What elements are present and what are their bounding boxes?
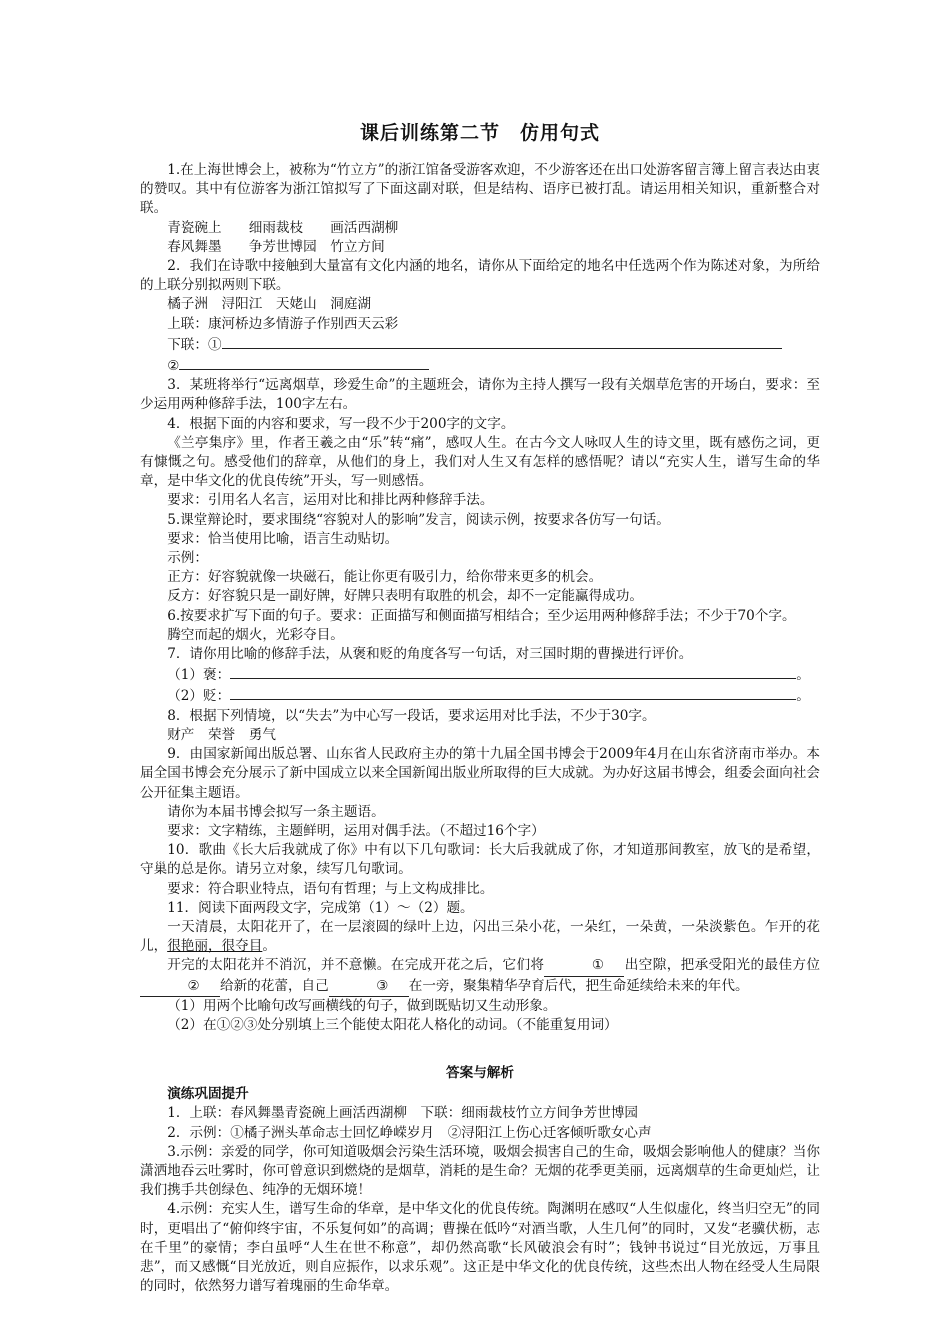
question-6: 6.按要求扩写下面的句子。要求：正面描写和侧面描写相结合；至少运用两种修辞手法；不少于70个字。 [167, 607, 796, 624]
answer-blank-2[interactable] [179, 355, 429, 370]
question-6-sentence: 腾空而起的烟火，光彩夺目。 [167, 626, 344, 643]
answer-3: 3.示例：亲爱的同学，你可知道吸烟会污染生活环境，吸烟会损害自己的生命，吸烟会影响他人的健康？当你潇洒地吞云吐雾时，你可曾意识到燃烧的是烟草，消耗的是生命？无烟的花季更美丽，远离烟草的生命更灿烂，让我们携手共创绿色、纯净的无烟环境！ [140, 1143, 820, 1199]
blame-end: 。 [796, 688, 810, 705]
page-title: 课后训练第二节 仿用句式 [359, 122, 600, 144]
question-10-requirement: 要求：符合职业特点，语句有哲理；与上文构成排比。 [167, 880, 494, 897]
question-8-words: 财产 荣誉 勇气 [167, 726, 276, 743]
question-3: 3．某班将举行“远离烟草，珍爱生命”的主题班会，请你为主持人撰写一段有关烟草危害的开场白，要求：至少运用两种修辞手法，100字左右。 [140, 377, 820, 413]
question-9-requirement: 要求：文字精练，主题鲜明，运用对偶手法。（不超过16个字） [167, 822, 545, 839]
paragraph-2-text-c: 给新的花蕾，自己 [220, 977, 329, 994]
question-5-pro: 正方：好容貌就像一块磁石，能让你更有吸引力，给你带来更多的机会。 [167, 569, 603, 586]
paragraph-2-text-a: 开完的太阳花并不消沉，并不意懒。在完成开花之后，它们将 [167, 957, 545, 974]
underlined-sentence: 很艳丽，很夺目 [167, 938, 263, 955]
question-2-lower-2 [140, 355, 820, 376]
question-5-con: 反方：好容貌只是一副好牌，好牌只表明有取胜的机会，却不一定能赢得成功。 [167, 588, 643, 605]
praise-label: （1）褒： [167, 667, 231, 684]
praise-end: 。 [796, 667, 810, 684]
question-11-paragraph-2 [140, 956, 820, 996]
question-1-line-1: 青瓷碗上 细雨裁枝 画活西湖柳 [167, 219, 399, 236]
question-4-requirement: 要求：引用名人名言，运用对比和排比两种修辞手法。 [167, 492, 494, 509]
answers-title: 答案与解析 [446, 1065, 514, 1082]
answer-4: 4.示例：充实人生，谱写生命的华章，是中华文化的优良传统。陶渊明在感叹“人生似虚化，终当归空无”的同时，更唱出了“俯仰终宇宙，不乐复何如”的高调；曹操在低吟“对酒当歌，人生几何”的同时，又发“老骥伏枥，志在千里”的豪情；李白虽呼“人生在世不称意”，却仍然高歌“长风破浪会有时”；钱钟书说过“目光放远，万事且悲”，而又感慨“目光放近，则自应振作，以求乐观”。这正是中华文化的优良传统，这些杰出人物在经受人生局限的同时，依然努力谱写着瑰丽的生命华章。 [140, 1201, 820, 1295]
paragraph-2-text-d: 在一旁，聚集精华孕育后代，把生命延续给未来的年代。 [408, 977, 749, 994]
question-9-ask: 请你为本届书博会拟写一条主题语。 [167, 803, 385, 820]
fill-blank-2[interactable]: ② [140, 977, 220, 997]
paragraph-2-text-b: 出空隙，把承受阳光的最佳方位 [624, 957, 821, 974]
question-2: 2．我们在诗歌中接触到大量富有文化内涵的地名，请你从下面给定的地名中任选两个作为陈述对象，为所给的上联分别拟两则下联。 [140, 258, 820, 294]
question-11-paragraph-1 [140, 918, 820, 956]
question-11-sub-1: （1）用两个比喻句改写画横线的句子，做到既贴切又生动形象。 [167, 997, 557, 1014]
fill-blank-3[interactable]: ③ [329, 977, 409, 997]
question-4: 4．根据下面的内容和要求，写一段不少于200字的文字。 [167, 415, 515, 432]
praise-blank[interactable] [230, 664, 796, 679]
answer-2: 2．示例：①橘子洲头革命志士回忆峥嵘岁月 ②浔阳江上伤心迁客倾听歌女心声 [167, 1124, 652, 1141]
lower-label: 下联：① [167, 336, 222, 353]
blame-label: （2）贬： [167, 688, 231, 705]
paragraph-1-text: 一天清晨，太阳花开了，在一层滚圆的绿叶上边，闪出三朵小花，一朵红，一朵黄，一朵淡紫色。乍开的花儿， [140, 918, 820, 955]
question-9: 9．由国家新闻出版总署、山东省人民政府主办的第十九届全国书博会于2009年4月在山东省济南市举办。本届全国书博会充分展示了新中国成立以来全国新闻出版业所取得的巨大成就。为办好这届书博会，组委会面向社会公开征集主题语。 [140, 746, 820, 801]
question-1-line-2: 春风舞墨 争芳世博园 竹立方间 [167, 238, 385, 255]
answer-blank-1[interactable] [222, 334, 782, 349]
paragraph-1-end: 。 [262, 938, 276, 955]
answer-1: 1．上联：春风舞墨青瓷碗上画活西湖柳 下联：细雨裁枝竹立方间争芳世博园 [167, 1105, 639, 1122]
question-4-passage: 《兰亭集序》里，作者王羲之由“乐”转“痛”，感叹人生。在古今文人咏叹人生的诗文里，既有感伤之词，更有慷慨之句。感受他们的辞章，从他们的身上，我们对人生又有怎样的感悟呢？请以“充实人生，谱写生命的华章，是中华文化的优良传统”开头，写一则感悟。 [140, 434, 820, 490]
document-page [140, 118, 820, 1296]
question-10: 10．歌曲《长大后我就成了你》中有以下几句歌词：长大后我就成了你，才知道那间教室，放飞的是希望，守巢的总是你。请另立对象，续写几句歌词。 [140, 842, 820, 878]
question-2-upper-couplet: 上联：康河桥边多情游子作别西天云彩 [167, 315, 399, 332]
fill-blank-1[interactable]: ① [544, 956, 624, 976]
blame-blank[interactable] [230, 685, 796, 700]
question-1: 1.在上海世博会上，被称为“竹立方”的浙江馆备受游客欢迎，不少游客还在出口处游客留言簿上留言表达由衷的赞叹。其中有位游客为浙江馆拟写了下面这副对联，但是结构、语序已被打乱。请运用相关知识，重新整合对联。 [140, 162, 820, 217]
question-5-example-label: 示例： [167, 550, 208, 567]
question-2-places: 橘子洲 浔阳江 天姥山 洞庭湖 [167, 296, 372, 313]
question-8: 8．根据下列情境，以“失去”为中心写一段话，要求运用对比手法，不少于30字。 [167, 707, 656, 724]
question-11: 11．阅读下面两段文字，完成第（1）～（2）题。 [167, 899, 474, 916]
question-7: 7．请你用比喻的修辞手法，从褒和贬的角度各写一句话，对三国时期的曹操进行评价。 [167, 646, 693, 663]
answers-section-title: 演练巩固提升 [167, 1086, 249, 1103]
question-5: 5.课堂辩论时，要求围绕“容貌对人的影响”发言，阅读示例，按要求各仿写一句话。 [167, 511, 670, 528]
lower-second-label: ② [167, 358, 180, 375]
question-5-requirement: 要求：恰当使用比喻，语言生动贴切。 [167, 530, 399, 547]
question-11-sub-2: （2）在①②③处分别填上三个能使太阳花人格化的动词。（不能重复用词） [167, 1016, 618, 1033]
question-2-lower-1 [140, 334, 820, 355]
question-7-praise [140, 664, 820, 685]
question-7-blame [140, 685, 820, 706]
